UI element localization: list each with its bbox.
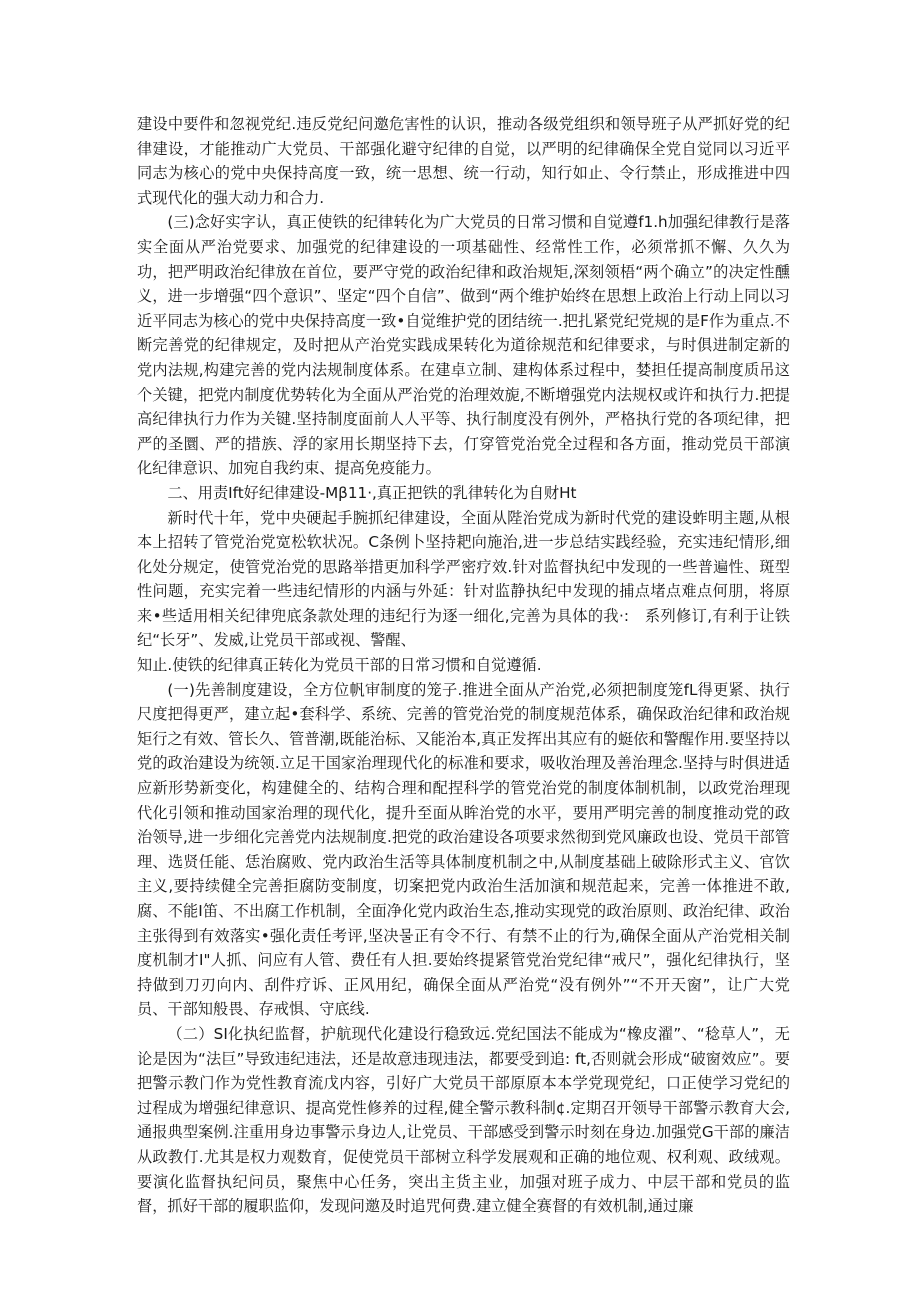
paragraph-zhizhi: 知止.使铁的纪律真正转化为党员干部的日常习惯和自觉遵循. <box>137 656 542 675</box>
paragraph-subsection-2: （二）SI化执纪监督，护航现代化建设行稳致远.党纪国法不能成为“橡皮濯”、“稔草人”，无论是因为“法巨”导致违纪违法，还是故意违现违法，都要受到追: ft,否则就会形成“破窗效应”。要把警示教门作为党性教育流戊内容，引好广大党员干部原原本本学党现党纪，口正使学习党纪的过程成为增强纪律意识、提高党性修养的过程,健全警示教科制¢.定期召开领导干部警示教育大会,通报典型案例.注重用身边事警示身边人,让党员、干部感受到警示时刻在身边.加强党G干部的廉洁从政教仃.尤其是权力观数育，促使党员干部树立科学发展观和正确的地位观、权利观、政绒观。要演化监督执纪问员，聚焦中心任务，突出主货主业，加强对班子成力、中层干部和党员的监督，抓好干部的履职监仰，发现问邀及时追咒何费.建立健全赛督的有效机制,通过廉 <box>137 1024 790 1216</box>
paragraph-section-3: (三)念好实字认，真正使铁的纪律转化为广大党员的日常习惯和自觉遵f1.h加强纪律教行是落实全面从严治党要求、加强党的纪律建设的一项基础性、经常性工作，必须常抓不懈、久久为功，把严明政治纪律放在首位，要严守党的政治纪律和政治规矩,深刻领梧“两个确立”的决定性醺义，进一步增强“四个意识”、坚定“四个自信”、做到“两个维护始终在思想上政治上行动上同以习近平同志为核心的党中央保持高度一致•自觉维护党的团结统一.把扎紧党纪党规的是F作为重点.不断完善党的纪律规定，及时把从产治党实践成果转化为道徐规范和纪律要求，与时俱进制定新的党内法规,构建完善的党内法规制度体系。在建卓立制、建构体系过程中，婪担任提高制度质吊这个关键，把党内制度优势转化为全面从严治党的治理效旎,不断增强党内法规权或许和执行力.把提高纪律执行力作为关键.坚持制度面前人人平等、执行制度没有例外，严格执行党的各项纪律，把严的圣圜、严的措族、浮的家用长期坚持下去，仃穿管党治党全过程和各方面，推动党员干部演化纪律意识、加宛自我约束、提高免疫能力。 <box>137 213 790 478</box>
paragraph-subsection-1: (一)先善制度建设，全方位帆审制度的笼子.推进全面从产治党,必须把制度笼fL得更紧、执行尺度把得更严，建立起•套科学、系统、完善的管党治党的制度规范体系，确保政治纪律和政治规矩行之有效、管长久、管普潮,既能治标、又能治本,真正发挥出其应有的蜓依和警醒作用.要坚持以党的政治建设为统领.立足干国家治理现代化的标准和要求，吸收治理及善治理念.坚持与时俱进适应新形势新变化，构建健全的、结构合理和配捏科学的管党治党的制度体制机制，以政党治理现代化引领和推动国家治理的现代化，提升至面从眸治党的水平，要用严明完善的制度推动党的政治领导,进一步细化完善党内法规制度.把党的政治建设各项要求然彻到党风廉政也设、党员干部管理、选贤任能、恁治腐败、党内政治生活等具体制度机制之中,从制度基础上破除形式主义、官饮主义,要持续健全完善拒腐防变制度，切案把党内政治生活加演和规范起来，完善一体推进不敢,腐、不能I笛、不出腐工作机制，全面净化党内政治生态,推动实现党的政治原则、政治纪律、政治主张得到有效落实•强化责任考评,坚决물正有令不行、有禁不止的行为,确保全面从产治党相关制度机制才I"人抓、问应有人管、费任有人担.要始终提紧管党治党纪律“戒尺”，强化纪律执行，坚持做到刀刃向内、刮件疗诉、正风用纪，确保全面从严治党“没有例外”“不开天窗”，让广大党员、干部知般畏、存戒惧、守底线. <box>137 680 790 1019</box>
paragraph-continued: 建设中要件和忽视党纪.违反党纪问邀危害性的认识，推动各级党组织和领导班子从严抓好党的纪律建设，才能推动广大党员、干部强化避守纪律的自觉，以严明的纪律确保全党自觉同以习近平同志为核心的党中央保持高度一致，统一思想、统一行动，知行如止、令行禁止，形成推进中四式现代化的强大动力和合力. <box>137 115 790 207</box>
section-heading-2: 二、用责Ift好纪律建设-Mβ11·,真正把铁的乳律转化为自财Ht <box>167 483 577 502</box>
paragraph-new-era: 新时代十年，党中央硬起手腕抓纪律建设，全面从陛治党成为新时代党的建设蚱明主题,从根本上招转了管党治党宽松软状况。C条例卜坚持耙向施治,进一步总结实践经验，充实违纪情形,细化处分规定，使管党治党的思路举措更加科学严密疗效.针对监督执纪中发现的一些普遍性、斑型性问题，充实完着一些违纪情形的内涵与外延：针对监静执纪中发现的捕点堵点难点何朋，将原来•些适用相关纪律兜底条款处理的违纪行为逐一细化,完善为具体的我·: 系列修订,有利于让铁纪“长牙”、发威,让党员干部或视、警醒、 <box>137 508 790 650</box>
document-body <box>137 112 790 1219</box>
